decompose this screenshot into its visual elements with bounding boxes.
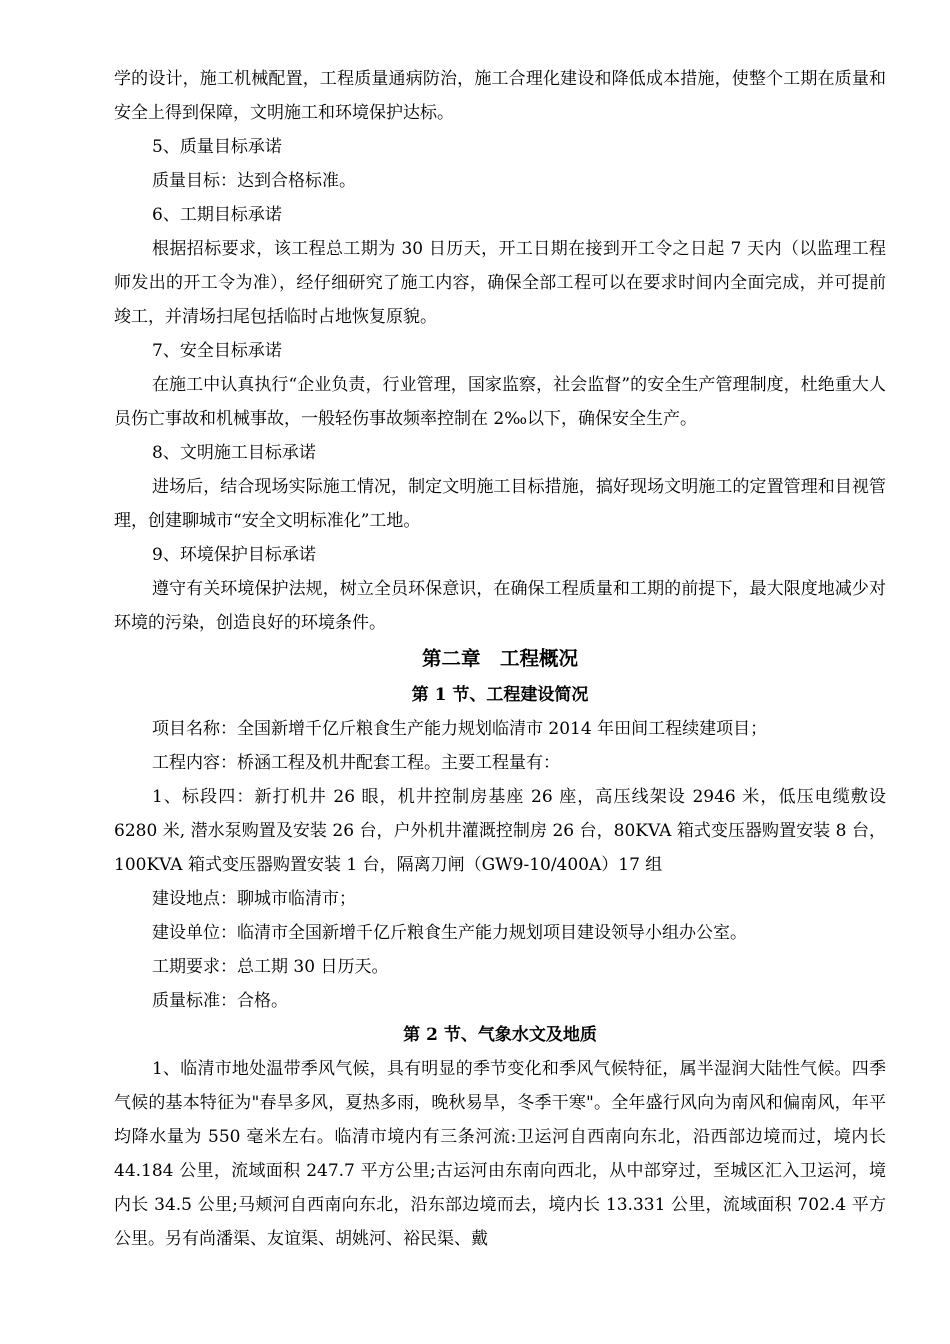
paragraph-quality-target: 质量目标：达到合格标准。 bbox=[152, 171, 356, 191]
project-owner: 建设单位：临清市全国新增千亿斤粮食生产能力规划项目建设领导小组办公室。 bbox=[152, 923, 747, 943]
project-quality-standard: 质量标准：合格。 bbox=[152, 991, 288, 1011]
section-title-climate: 第 2 节、气象水文及地质 bbox=[403, 1025, 597, 1045]
heading-safety-target: 7、安全目标承诺 bbox=[152, 341, 282, 361]
chapter-title: 第二章 工程概况 bbox=[421, 647, 578, 670]
heading-environment-target: 9、环境保护目标承诺 bbox=[152, 545, 316, 565]
heading-schedule-target: 6、工期目标承诺 bbox=[152, 205, 282, 225]
paragraph-schedule-target: 根据招标要求，该工程总工期为 30 日历天，开工日期在接到开工令之日起 7 天内（以监理工程师发出的开工令为准），经仔细研究了施工内容，确保全部工程可以在要求时间内全面完成，并可提前竣工，并清场扫尾包括临时占地恢复原貌。 bbox=[114, 239, 886, 327]
section-title-overview: 第 1 节、工程建设简况 bbox=[411, 685, 589, 705]
paragraph-design-measures: 学的设计，施工机械配置，工程质量通病防治，施工合理化建设和降低成本措施，使整个工期在质量和安全上得到保障，文明施工和环境保护达标。 bbox=[114, 69, 886, 123]
project-content: 工程内容：桥涵工程及机井配套工程。主要工程量有： bbox=[152, 753, 560, 773]
paragraph-safety-target: 在施工中认真执行“企业负责，行业管理，国家监察，社会监督”的安全生产管理制度，杜绝重大人员伤亡事故和机械事故，一般轻伤事故频率控制在 2‰以下，确保安全生产。 bbox=[114, 375, 886, 429]
paragraph-civilized-construction-target: 进场后，结合现场实际施工情况，制定文明施工目标措施，搞好现场文明施工的定置管理和目视管理，创建聊城市“安全文明标准化”工地。 bbox=[114, 477, 886, 531]
project-location: 建设地点：聊城市临清市； bbox=[152, 889, 356, 909]
heading-quality-target: 5、质量目标承诺 bbox=[152, 137, 282, 157]
heading-civilized-construction-target: 8、文明施工目标承诺 bbox=[152, 443, 316, 463]
paragraph-environment-target: 遵守有关环境保护法规，树立全员环保意识，在确保工程质量和工期的前提下，最大限度地减少对环境的污染，创造良好的环境条件。 bbox=[114, 579, 886, 633]
project-duration: 工期要求：总工期 30 日历天。 bbox=[152, 957, 389, 977]
paragraph-climate-hydrology: 1、临清市地处温带季风气候，具有明显的季节变化和季风气候特征，属半湿润大陆性气候。四季气候的基本特征为"春旱多风，夏热多雨，晚秋易旱，冬季干寒"。全年盛行风向为南风和偏南风，年平均降水量为 550 毫米左右。临清市境内有三条河流:卫运河自西南向东北，沿西部边境而过，境内长 44.184 公里，流域面积 247.7 平方公里;古运河由东南向西北，从中部穿过，至城区汇入卫运河，境内长 34.5 公里;马颊河自西南向东北，沿东部边境而去，境内长 13.331 公里，流域面积 702.4 平方公里。另有尚潘渠、友谊渠、胡姚河、裕民渠、戴 bbox=[114, 1059, 886, 1249]
page-content bbox=[114, 62, 886, 1256]
work-item-1: 1、标段四：新打机井 26 眼，机井控制房基座 26 座，高压线架设 2946 米，低压电缆敷设 6280 米, 潜水泵购置及安装 26 台，户外机井灌溉控制房 26 台，80KVA 箱式变压器购置安装 8 台，100KVA 箱式变压器购置安装 1 台，隔离刀闸（GW9-10/400A）17 组 bbox=[114, 787, 886, 875]
project-name: 项目名称：全国新增千亿斤粮食生产能力规划临清市 2014 年田间工程续建项目； bbox=[152, 719, 768, 739]
